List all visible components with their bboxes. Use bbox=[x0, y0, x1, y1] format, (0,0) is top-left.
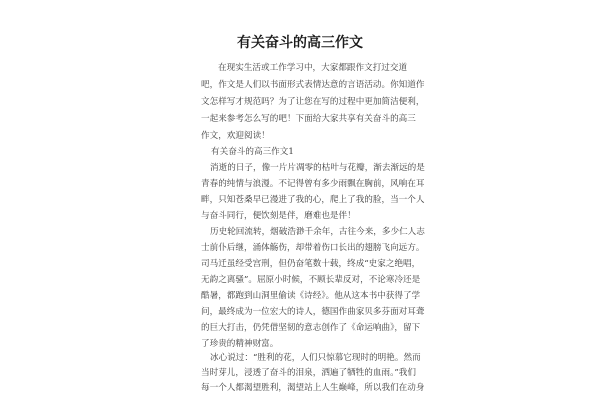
body-line: 冰心说过：“胜利的花，人们只惊慕它现时的明艳。然而 bbox=[210, 353, 421, 363]
body-line: 司马迁虽经受宫刑，但仍奋笔数十载，终成“史家之绝唱， bbox=[201, 259, 421, 269]
body-line: 一起来参考怎么写的吧！下面给大家共享有关奋斗的高三 bbox=[201, 114, 416, 124]
body-line: 在现实生活或工作学习中，大家都跟作文打过交道 bbox=[218, 63, 408, 73]
body-line: 当时芽儿，浸透了奋斗的泪泉，洒遍了牺牲的血雨。”我们 bbox=[201, 368, 416, 378]
body-line: 问，最终成为一位宏大的诗人，德国作曲家贝多芬面对耳聋 bbox=[201, 307, 425, 317]
section-heading: 有关奋斗的高三作文1 bbox=[211, 147, 294, 157]
body-line: 每一个人都渴望胜利，渴望站上人生巅峰，所以我们在动身 bbox=[201, 383, 425, 393]
body-line: 畔，只知苍桑早已漫进了我的心，爬上了我的脸，当一个人 bbox=[201, 195, 425, 205]
body-line: 酷暑，都跑到山洞里偷读《诗经》。他从这本书中获得了学 bbox=[201, 291, 421, 301]
body-line: 消逝的日子，像一片片凋零的枯叶与花瓣，渐去渐远的是 bbox=[210, 163, 425, 173]
body-line: 历史轮回流转，烟破浩渺千余年，古往今来，多少仁人志 bbox=[210, 227, 425, 237]
body-line: 了珍贵的精神财富。 bbox=[201, 339, 279, 349]
body-line: 无韵之离骚”。屈原小时候，不顾长辈反对，不论寒冷还是 bbox=[201, 275, 421, 285]
body-line: 作文，欢迎阅读！ bbox=[201, 131, 270, 141]
body-line: 吧，作文是人们以书面形式表情达意的言语活动。你知道作 bbox=[201, 80, 425, 90]
document-title: 有关奋斗的高三作文 bbox=[237, 35, 363, 51]
body-line: 青春的纯情与浪漫。不记得曾有多少雨飘在胸前，风响在耳 bbox=[201, 179, 425, 189]
body-line: 士前仆后继，涌体觞伤，却带着伤口长出的翅膀飞向远方。 bbox=[201, 243, 425, 253]
body-line: 与奋斗同行，便饮刻是伴，磨难也是伴！ bbox=[201, 211, 356, 221]
body-line: 的巨大打击，仍凭借坚韧的意志创作了《命运响曲》，留下 bbox=[201, 323, 421, 333]
body-line: 文怎样写才规范吗？为了让您在写的过程中更加简洁便利， bbox=[201, 97, 425, 107]
